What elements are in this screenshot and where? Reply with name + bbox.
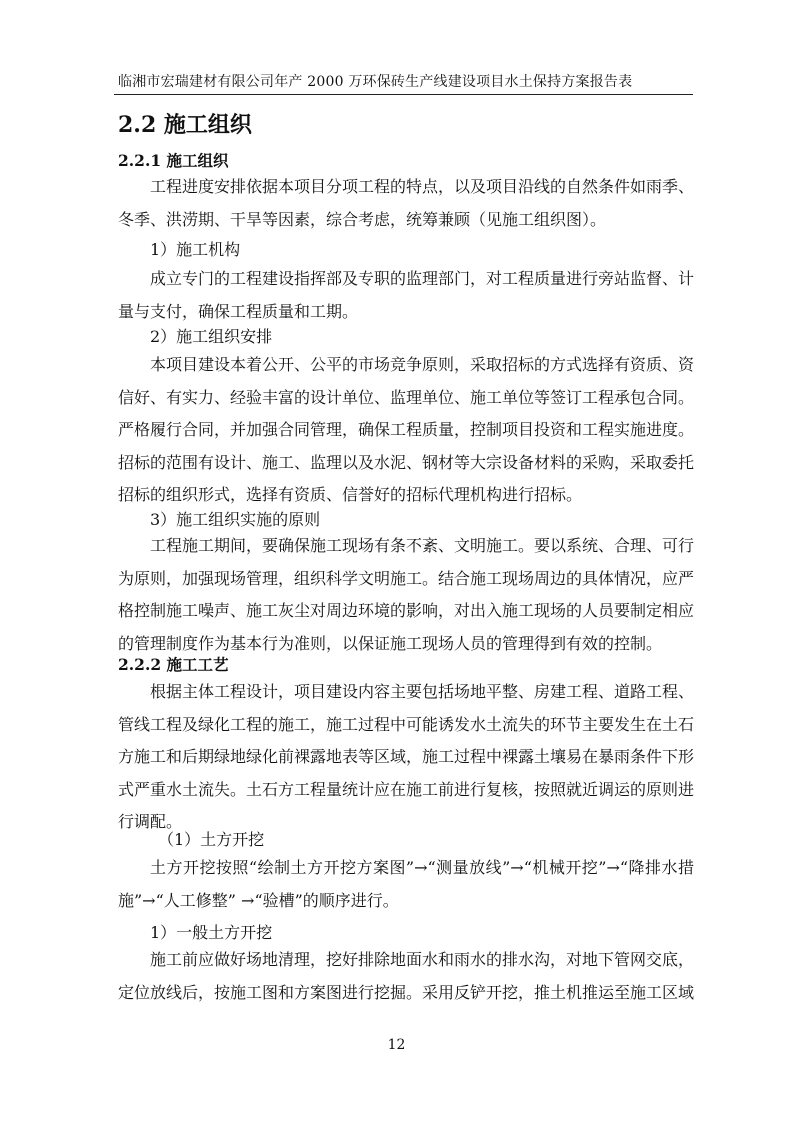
paragraph-general-excavation: 施工前应做好场地清理，挖好排除地面水和雨水的排水沟，对地下管网交底，定位放线后，按施工图和方案图进行挖掘。采用反铲开挖，推土机推运至施工区域 [118,950,695,1002]
item-title-construction-agency: 1）施工机构 [150,240,241,259]
paragraph-implementation-principles: 工程施工期间，要确保施工现场有条不紊、文明施工。要以系统、合理、可行为原则，加强现场管理，组织科学文明施工。结合施工现场周边的具体情况，应严格控制施工噪声、施工灰尘对周边环境的影响，对出入施工现场的人员要制定相应的管理制度作为基本行为准则，以保证施工现场人员的管理得到有效的控制。 [118,536,695,653]
item-title-general-excavation: 1）一般土方开挖 [150,923,273,942]
section-title: 2.2 施工组织 [118,112,252,138]
paragraph-construction-agency: 成立专门的工程建设指挥部及专职的监理部门，对工程质量进行旁站监督、计量与支付，确保工程质量和工期。 [118,269,695,321]
paragraph-schedule: 工程进度安排依据本项目分项工程的特点，以及项目沿线的自然条件如雨季、冬季、洪涝期、干旱等因素，综合考虑，统筹兼顾（见施工组织图）。 [118,177,695,229]
running-header: 临湘市宏瑞建材有限公司年产 2000 万环保砖生产线建设项目水土保持方案报告表 [118,74,633,90]
header-divider [114,94,693,95]
subsection-heading-organization: 2.2.1 施工组织 [118,151,229,170]
subsection-heading-process: 2.2.2 施工工艺 [118,655,229,674]
paragraph-excavation-sequence: 土方开挖按照“绘制土方开挖方案图”→“测量放线”→“机械开挖”→“降排水措施”→“人工修整” →“验槽”的顺序进行。 [118,858,694,910]
page-number: 12 [387,1037,406,1053]
item-title-implementation-principles: 3）施工组织实施的原则 [150,510,321,529]
item-title-organization-arrangement: 2）施工组织安排 [150,327,273,346]
item-title-earthwork-excavation: （1）土方开挖 [158,830,265,849]
paragraph-organization-arrangement: 本项目建设本着公开、公平的市场竞争原则，采取招标的方式选择有资质、资信好、有实力、经验丰富的设计单位、监理单位、施工单位等签订工程承包合同。严格履行合同，并加强合同管理，确保工程质量，控制项目投资和工程实施进度。招标的范围有设计、施工、监理以及水泥、钢材等大宗设备材料的采购，采取委托招标的组织形式，选择有资质、信誉好的招标代理机构进行招标。 [118,355,695,504]
paragraph-process-overview: 根据主体工程设计，项目建设内容主要包括场地平整、房建工程、道路工程、管线工程及绿化工程的施工，施工过程中可能诱发水土流失的环节主要发生在土石方施工和后期绿地绿化前裸露地表等区域，施工过程中裸露土壤易在暴雨条件下形式严重水土流失。土石方工程量统计应在施工前进行复核，按照就近调运的原则进行调配。 [118,682,695,831]
